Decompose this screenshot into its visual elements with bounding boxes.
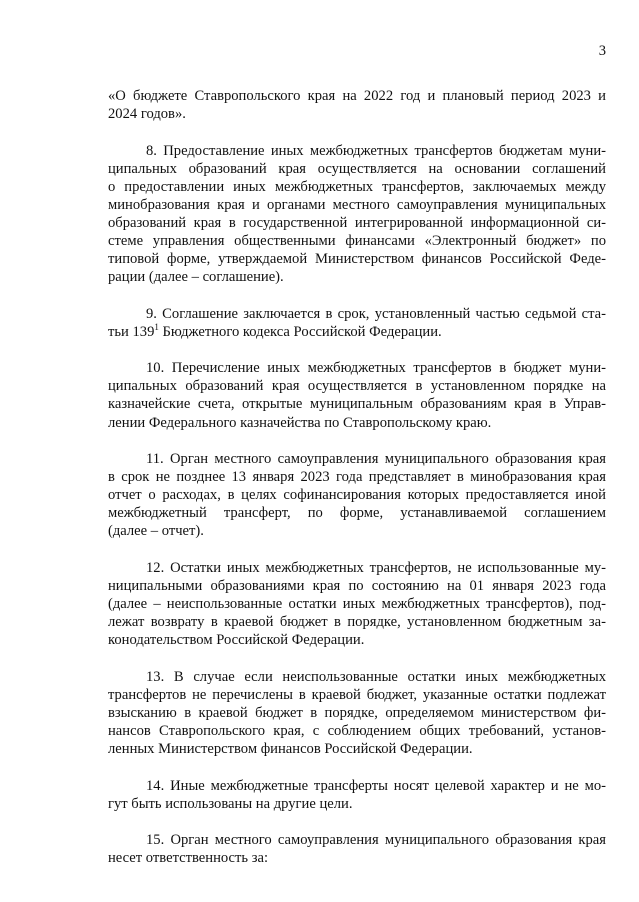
text-line: гут быть использованы на другие цели. xyxy=(108,795,353,812)
text-line: рации (далее – соглашение). xyxy=(108,269,284,286)
superscript-index: 1 xyxy=(154,321,159,332)
text-line: несет ответственность за: xyxy=(108,850,269,867)
paragraph-11 xyxy=(108,450,606,540)
text-line: 12. Остатки иных межбюджетных трансфертов, не использованные му- xyxy=(146,559,606,576)
text-line: 9. Соглашение заключается в срок, установленный частью седьмой ста- xyxy=(146,305,606,322)
paragraph-continuation xyxy=(108,87,606,123)
text-line: 2024 годов». xyxy=(108,106,186,123)
paragraph-14 xyxy=(108,777,606,813)
text-line: 11. Орган местного самоуправления муниципального образования края xyxy=(146,451,606,468)
text-line: стеме управления общественными финансами «Электронный бюджет» по xyxy=(108,233,606,250)
text-line: в срок не позднее 13 января 2023 года представляет в минобразования края xyxy=(108,469,606,486)
paragraph-9 xyxy=(108,305,606,341)
text-line: нансов Ставропольского края, с соблюдением общих требований, установ- xyxy=(108,723,606,740)
text-line: «О бюджете Ставропольского края на 2022 год и плановый период 2023 и xyxy=(108,88,606,104)
paragraph-12 xyxy=(108,559,606,649)
text-line: типовой форме, утверждаемой Министерством финансов Российской Феде- xyxy=(108,251,606,268)
text-line: лежат возврату в краевой бюджет в порядке, установленном бюджетным за- xyxy=(108,614,606,631)
text-line: конодательством Российской Федерации. xyxy=(108,632,365,649)
text-line: 14. Иные межбюджетные трансферты носят целевой характер и не мо- xyxy=(146,777,606,794)
text-line: образований края в государственной интегрированной информационной си- xyxy=(108,214,606,231)
page-number: 3 xyxy=(598,43,606,59)
paragraph-13 xyxy=(108,668,606,758)
text-line: 10. Перечисление иных межбюджетных трансфертов в бюджет муни- xyxy=(146,360,606,377)
text-line: 15. Орган местного самоуправления муниципального образования края xyxy=(146,832,606,849)
paragraph-10 xyxy=(108,359,606,431)
text-line: трансфертов не перечислены в краевой бюджет, указанные остатки подлежат xyxy=(108,686,606,703)
text-line: отчет о расходах, в целях софинансирования которых предоставляется иной xyxy=(108,487,606,504)
text-line: тьи $139^1$ Бюджетного кодекса Российской Федерации. xyxy=(108,321,442,340)
text-line: (далее – отчет). xyxy=(108,523,204,540)
text-line: казначейские счета, открытые муниципальным образованиям края в Управ- xyxy=(108,396,606,413)
paragraph-8 xyxy=(108,142,606,287)
text-line: лении Федерального казначейства по Ставропольскому краю. xyxy=(108,414,492,431)
text-line: взысканию в краевой бюджет в порядке, определяемом министерством фи- xyxy=(108,704,606,721)
text-line: межбюджетный трансферт, по форме, устанавливаемой соглашением xyxy=(108,505,606,522)
text-line: 13. В случае если неиспользованные остатки иных межбюджетных xyxy=(146,668,606,685)
text-line: (далее – неиспользованные остатки иных межбюджетных трансфертов), под- xyxy=(108,596,606,613)
text-line: ленных Министерством финансов Российской Федерации. xyxy=(108,741,473,758)
text-line: ципальных образований края осуществляется в установленном порядке на xyxy=(108,378,606,395)
text-line: 8. Предоставление иных межбюджетных трансфертов бюджетам муни- xyxy=(146,142,606,159)
text-line: ниципальными образованиями края по состоянию на 01 января 2023 года xyxy=(108,578,606,595)
text-line: минобразования края и органами местного самоуправления муниципальных xyxy=(108,196,606,213)
text-line: о предоставлении иных межбюджетных трансфертов, заключаемых между xyxy=(108,178,606,195)
text-line: ципальных образований края осуществляется на основании соглашений xyxy=(108,160,606,177)
document-body xyxy=(108,87,606,886)
paragraph-15 xyxy=(108,831,606,867)
